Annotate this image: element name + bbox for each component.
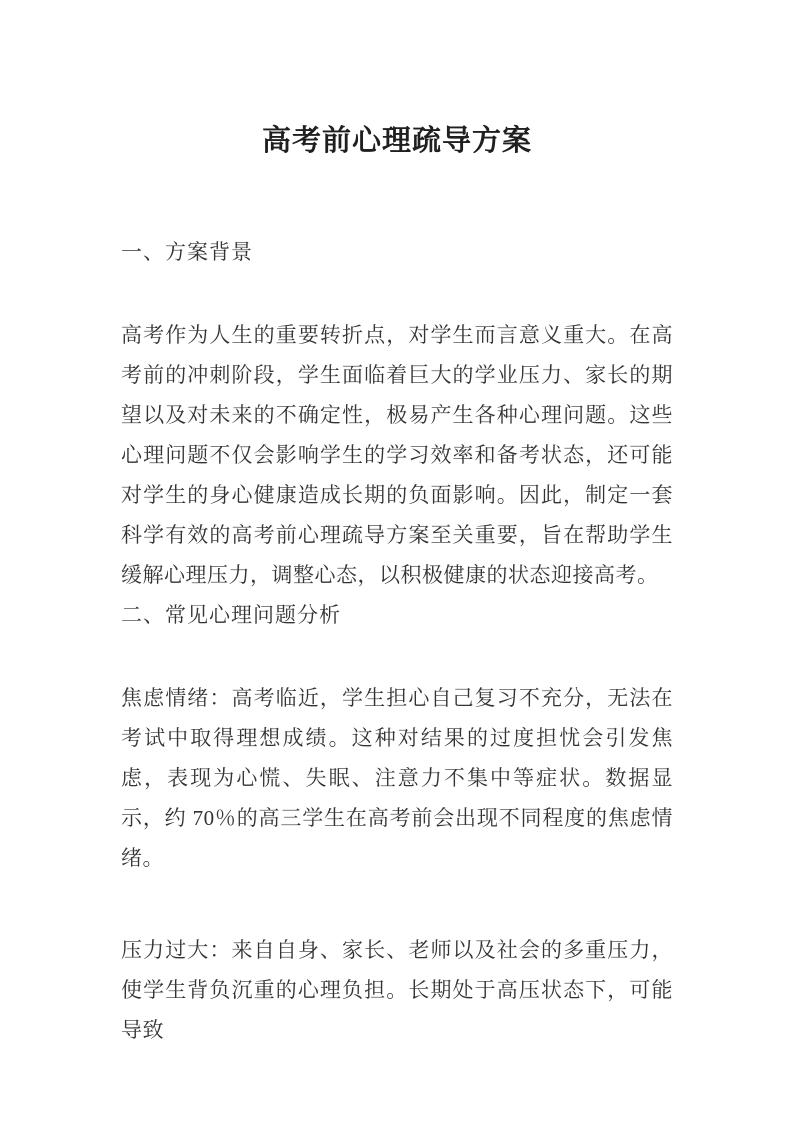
section-background	[121, 232, 673, 595]
section-heading-problem-analysis: 二、常见心理问题分析	[121, 603, 341, 627]
paragraph-anxiety: 焦虑情绪：高考临近，学生担心自己复习不充分，无法在考试中取得理想成绩。这种对结果的过度担忧会引发焦虑，表现为心慌、失眠、注意力不集中等症状。数据显示，约 70％的高三学生在高考前会出现不同程度的焦虑情绪。	[121, 686, 673, 870]
document-title: 高考前心理疏导方案	[261, 125, 532, 157]
paragraph-background-overview: 高考作为人生的重要转折点，对学生而言意义重大。在高考前的冲刺阶段，学生面临着巨大的学业压力、家长的期望以及对未来的不确定性，极易产生各种心理问题。这些心理问题不仅会影响学生的学习效率和备考状态，还可能对学生的身心健康造成长期的负面影响。因此，制定一套科学有效的高考前心理疏导方案至关重要，旨在帮助学生缓解心理压力，调整心态，以积极健康的状态迎接高考。	[121, 323, 673, 587]
paragraph-pressure: 压力过大：来自自身、家长、老师以及社会的多重压力，使学生背负沉重的心理负担。长期处于高压状态下，可能导致	[121, 938, 673, 1042]
section-heading-background: 一、方案背景	[121, 240, 253, 264]
section-problem-analysis	[121, 595, 673, 1050]
